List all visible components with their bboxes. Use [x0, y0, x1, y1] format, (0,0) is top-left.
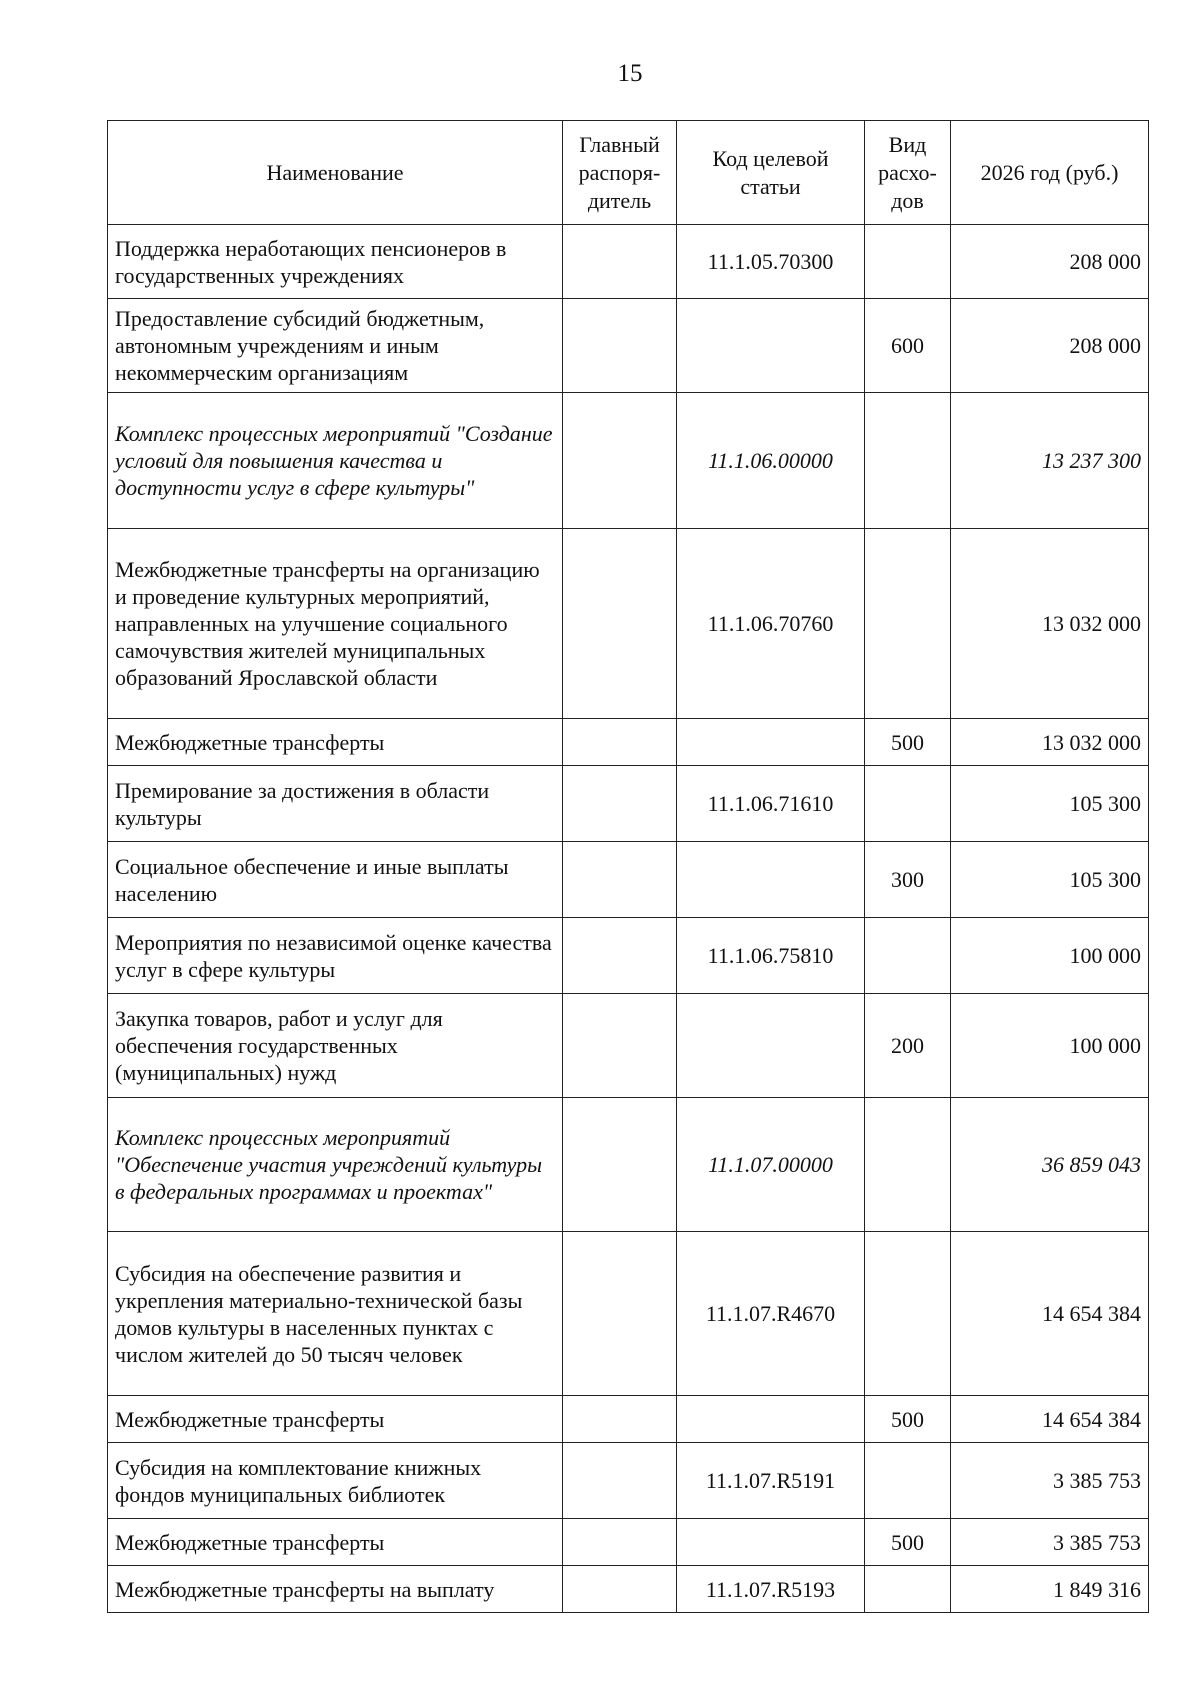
row-amount-cell: 13 032 000 — [951, 719, 1149, 766]
row-expense-type-cell — [865, 1098, 951, 1232]
table-row — [108, 1232, 1149, 1396]
row-expense-type-cell — [865, 1566, 951, 1613]
row-main-manager-cell — [563, 299, 677, 393]
row-expense-type-cell: 500 — [865, 1519, 951, 1566]
row-amount-cell: 208 000 — [951, 225, 1149, 299]
row-name-cell: Комплекс процессных мероприятий "Обеспечение участия учреждений культуры в федеральных программах и проектах" — [108, 1098, 563, 1232]
table-row — [108, 994, 1149, 1098]
row-name-cell: Предоставление субсидий бюджетным, автономным учреждениям и иным некоммерческим организациям — [108, 299, 563, 393]
row-target-code-cell: 11.1.06.70760 — [677, 529, 865, 719]
table-row — [108, 918, 1149, 994]
table-row — [108, 766, 1149, 842]
table-row — [108, 1443, 1149, 1519]
row-name-cell: Социальное обеспечение и иные выплаты населению — [108, 842, 563, 918]
row-name-cell: Субсидия на комплектование книжных фондов муниципальных библиотек — [108, 1443, 563, 1519]
row-main-manager-cell — [563, 1232, 677, 1396]
row-main-manager-cell — [563, 1443, 677, 1519]
row-name-cell: Межбюджетные трансферты — [108, 719, 563, 766]
table-row — [108, 1098, 1149, 1232]
row-amount-cell: 3 385 753 — [951, 1519, 1149, 1566]
row-amount-cell: 13 032 000 — [951, 529, 1149, 719]
row-main-manager-cell — [563, 529, 677, 719]
row-name-cell: Закупка товаров, работ и услуг для обеспечения государственных (муниципальных) нужд — [108, 994, 563, 1098]
row-name-cell: Поддержка неработающих пенсионеров в государственных учреждениях — [108, 225, 563, 299]
header-expense-type: Вид расхо-дов — [865, 121, 951, 225]
row-target-code-cell: 11.1.07.00000 — [677, 1098, 865, 1232]
row-main-manager-cell — [563, 1098, 677, 1232]
table-row — [108, 1519, 1149, 1566]
row-expense-type-cell: 300 — [865, 842, 951, 918]
row-expense-type-cell — [865, 1232, 951, 1396]
header-target-code: Код целевой статьи — [677, 121, 865, 225]
row-amount-cell: 14 654 384 — [951, 1232, 1149, 1396]
header-name: Наименование — [108, 121, 563, 225]
row-name-cell: Межбюджетные трансферты — [108, 1396, 563, 1443]
row-amount-cell: 36 859 043 — [951, 1098, 1149, 1232]
header-amount: 2026 год (руб.) — [951, 121, 1149, 225]
row-amount-cell: 100 000 — [951, 994, 1149, 1098]
row-main-manager-cell — [563, 1396, 677, 1443]
row-expense-type-cell: 500 — [865, 1396, 951, 1443]
row-target-code-cell — [677, 842, 865, 918]
row-expense-type-cell — [865, 529, 951, 719]
row-expense-type-cell — [865, 225, 951, 299]
row-amount-cell: 208 000 — [951, 299, 1149, 393]
row-main-manager-cell — [563, 1566, 677, 1613]
row-amount-cell: 100 000 — [951, 918, 1149, 994]
row-main-manager-cell — [563, 719, 677, 766]
row-main-manager-cell — [563, 918, 677, 994]
table-row — [108, 299, 1149, 393]
row-target-code-cell: 11.1.06.00000 — [677, 393, 865, 529]
table-row — [108, 1566, 1149, 1613]
budget-table — [107, 120, 1149, 1613]
row-target-code-cell: 11.1.07.R5193 — [677, 1566, 865, 1613]
table-row — [108, 1396, 1149, 1443]
row-target-code-cell — [677, 994, 865, 1098]
table-row — [108, 225, 1149, 299]
row-amount-cell: 105 300 — [951, 766, 1149, 842]
row-target-code-cell — [677, 1519, 865, 1566]
row-main-manager-cell — [563, 225, 677, 299]
row-expense-type-cell: 200 — [865, 994, 951, 1098]
row-amount-cell: 14 654 384 — [951, 1396, 1149, 1443]
page-number: 15 — [617, 60, 643, 87]
table-row — [108, 719, 1149, 766]
row-amount-cell: 105 300 — [951, 842, 1149, 918]
row-amount-cell: 1 849 316 — [951, 1566, 1149, 1613]
row-name-cell: Межбюджетные трансферты на организацию и проведение культурных мероприятий, направленных на улучшение социального самочувствия жителей муниципальных образований Ярославской области — [108, 529, 563, 719]
row-main-manager-cell — [563, 766, 677, 842]
header-main-manager: Главный распоря-дитель — [563, 121, 677, 225]
row-target-code-cell — [677, 299, 865, 393]
row-name-cell: Межбюджетные трансферты — [108, 1519, 563, 1566]
header-row — [108, 121, 1149, 225]
row-target-code-cell: 11.1.07.R5191 — [677, 1443, 865, 1519]
row-name-cell: Субсидия на обеспечение развития и укрепления материально-технической базы домов культуры в населенных пунктах с числом жителей до 50 тысяч человек — [108, 1232, 563, 1396]
row-name-cell: Комплекс процессных мероприятий "Создание условий для повышения качества и доступности услуг в сфере культуры" — [108, 393, 563, 529]
row-expense-type-cell — [865, 766, 951, 842]
row-expense-type-cell: 500 — [865, 719, 951, 766]
row-target-code-cell — [677, 719, 865, 766]
row-main-manager-cell — [563, 1519, 677, 1566]
row-name-cell: Мероприятия по независимой оценке качества услуг в сфере культуры — [108, 918, 563, 994]
table-row — [108, 842, 1149, 918]
row-target-code-cell: 11.1.06.71610 — [677, 766, 865, 842]
row-expense-type-cell — [865, 918, 951, 994]
row-main-manager-cell — [563, 842, 677, 918]
row-expense-type-cell — [865, 1443, 951, 1519]
row-expense-type-cell — [865, 393, 951, 529]
table-row — [108, 529, 1149, 719]
table-body — [108, 225, 1149, 1613]
row-amount-cell: 13 237 300 — [951, 393, 1149, 529]
row-target-code-cell: 11.1.05.70300 — [677, 225, 865, 299]
row-target-code-cell: 11.1.07.R4670 — [677, 1232, 865, 1396]
row-amount-cell: 3 385 753 — [951, 1443, 1149, 1519]
table-row — [108, 393, 1149, 529]
row-target-code-cell: 11.1.06.75810 — [677, 918, 865, 994]
row-name-cell: Премирование за достижения в области культуры — [108, 766, 563, 842]
row-main-manager-cell — [563, 393, 677, 529]
row-main-manager-cell — [563, 994, 677, 1098]
row-name-cell: Межбюджетные трансферты на выплату — [108, 1566, 563, 1613]
row-expense-type-cell: 600 — [865, 299, 951, 393]
row-target-code-cell — [677, 1396, 865, 1443]
